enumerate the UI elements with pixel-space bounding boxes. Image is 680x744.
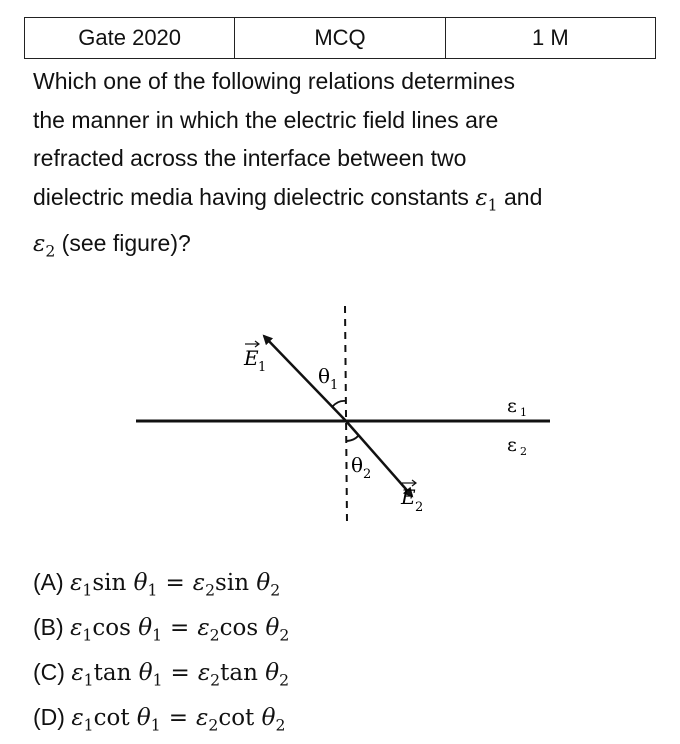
svg-text:ε: ε xyxy=(507,395,517,417)
option-b[interactable] xyxy=(33,609,289,654)
question-line-1: Which one of the following relations determines xyxy=(33,68,515,94)
svg-text:1: 1 xyxy=(520,406,527,419)
question-line-4: dielectric media having dielectric constants xyxy=(33,183,476,210)
option-letter: (A) xyxy=(33,569,71,595)
svg-text:θ: θ xyxy=(351,453,364,477)
svg-text:2: 2 xyxy=(363,467,372,482)
epsilon-1-symbol: $\varepsilon_1$ xyxy=(475,184,498,214)
epsilon-2-symbol: $\varepsilon_2$ xyxy=(33,231,56,261)
and-word: and xyxy=(497,183,543,210)
meta-row xyxy=(25,18,656,59)
svg-text:E: E xyxy=(244,346,259,370)
option-c[interactable] xyxy=(33,654,289,699)
theta1-arc xyxy=(332,401,346,407)
question-type-cell: MCQ xyxy=(235,18,445,59)
option-expression: $\varepsilon_1\sin$ $\theta_1 = \varepsilon_2\sin$ $\theta_2$ xyxy=(70,570,281,600)
question-line-3: refracted across the interface between two xyxy=(33,145,467,171)
svg-text:2: 2 xyxy=(520,445,527,458)
svg-text:1: 1 xyxy=(258,360,267,375)
theta2-arc xyxy=(346,435,359,441)
svg-text:θ: θ xyxy=(318,364,331,388)
svg-text:1: 1 xyxy=(330,378,339,393)
option-a[interactable] xyxy=(33,564,289,609)
medium-1-label xyxy=(507,395,527,419)
option-expression: $\varepsilon_1\cot$ $\theta_1 = \varepsilon_2\cot$ $\theta_2$ xyxy=(71,704,286,735)
answer-options xyxy=(33,564,289,744)
question-text xyxy=(33,62,653,271)
theta1-label xyxy=(318,364,338,393)
question-meta-table xyxy=(24,17,656,59)
svg-text:E: E xyxy=(401,485,416,509)
option-letter: (B) xyxy=(33,613,71,640)
exam-cell: Gate 2020 xyxy=(25,18,235,59)
svg-text:ε: ε xyxy=(507,434,517,456)
question-line-2: the manner in which the electric field lines are xyxy=(33,106,499,133)
normal-dashed-line xyxy=(345,306,347,522)
option-letter: (C) xyxy=(33,658,72,685)
theta2-label xyxy=(351,453,371,482)
e1-label xyxy=(243,341,266,375)
marks-cell: 1 M xyxy=(445,18,655,59)
option-letter: (D) xyxy=(33,703,72,730)
option-expression: $\varepsilon_1\cos$ $\theta_1 = \varepsilon_2\cos$ $\theta_2$ xyxy=(70,614,290,645)
e2-label xyxy=(400,480,423,515)
option-expression: $\varepsilon_1\tan$ $\theta_1 = \varepsilon_2\tan$ $\theta_2$ xyxy=(71,659,290,690)
svg-text:2: 2 xyxy=(415,500,424,515)
option-d[interactable] xyxy=(33,699,289,744)
medium-2-label xyxy=(507,434,527,458)
question-line-5: (see figure)? xyxy=(55,230,191,257)
refraction-figure xyxy=(130,300,560,532)
